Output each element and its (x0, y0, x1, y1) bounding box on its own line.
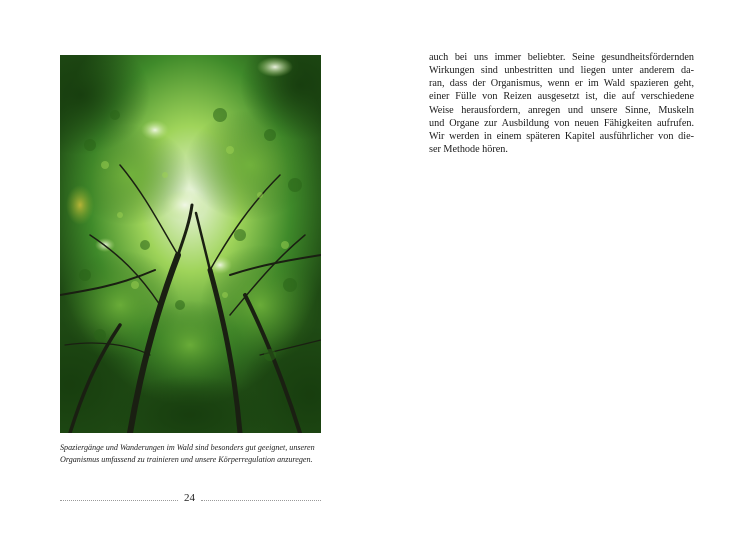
footer-dotted-rule-left (60, 500, 178, 501)
paragraph-line: ran, dass der Organismus, wenn er im Wald spazieren geht, (429, 78, 694, 90)
footer-dotted-rule-right (201, 500, 321, 501)
paragraph-line: auch bei uns immer beliebter. Seine gesundheitsfördernden (429, 52, 694, 63)
photo-caption (60, 442, 328, 465)
paragraph-line: Wirkungen sind unbestritten und liegen unter anderem da- (429, 65, 694, 77)
paragraph-line: und Organe zur Ausbildung von neuen Fähigkeiten aufrufen. (429, 117, 694, 129)
paragraph-line: ser Methode hören. (429, 144, 508, 156)
caption-line: Spaziergänge und Wanderungen im Wald sind besonders gut geeignet, unseren (60, 443, 315, 452)
body-paragraph (429, 51, 694, 156)
paragraph-line: Wir werden in einem späteren Kapitel ausführlicher von die- (429, 130, 694, 142)
forest-canopy-photo (60, 55, 321, 433)
paragraph-line: einer Fülle von Reizen ausgesetzt ist, die auf verschiedene (429, 91, 694, 103)
page-number: 24 (184, 492, 195, 504)
paragraph-line: Weise herausfordern, anregen und unsere Sinne, Muskeln (429, 104, 694, 116)
forest-canopy-image (60, 55, 321, 433)
caption-line: Organismus umfassend zu trainieren und unsere Körperregulation anzuregen. (60, 454, 313, 464)
